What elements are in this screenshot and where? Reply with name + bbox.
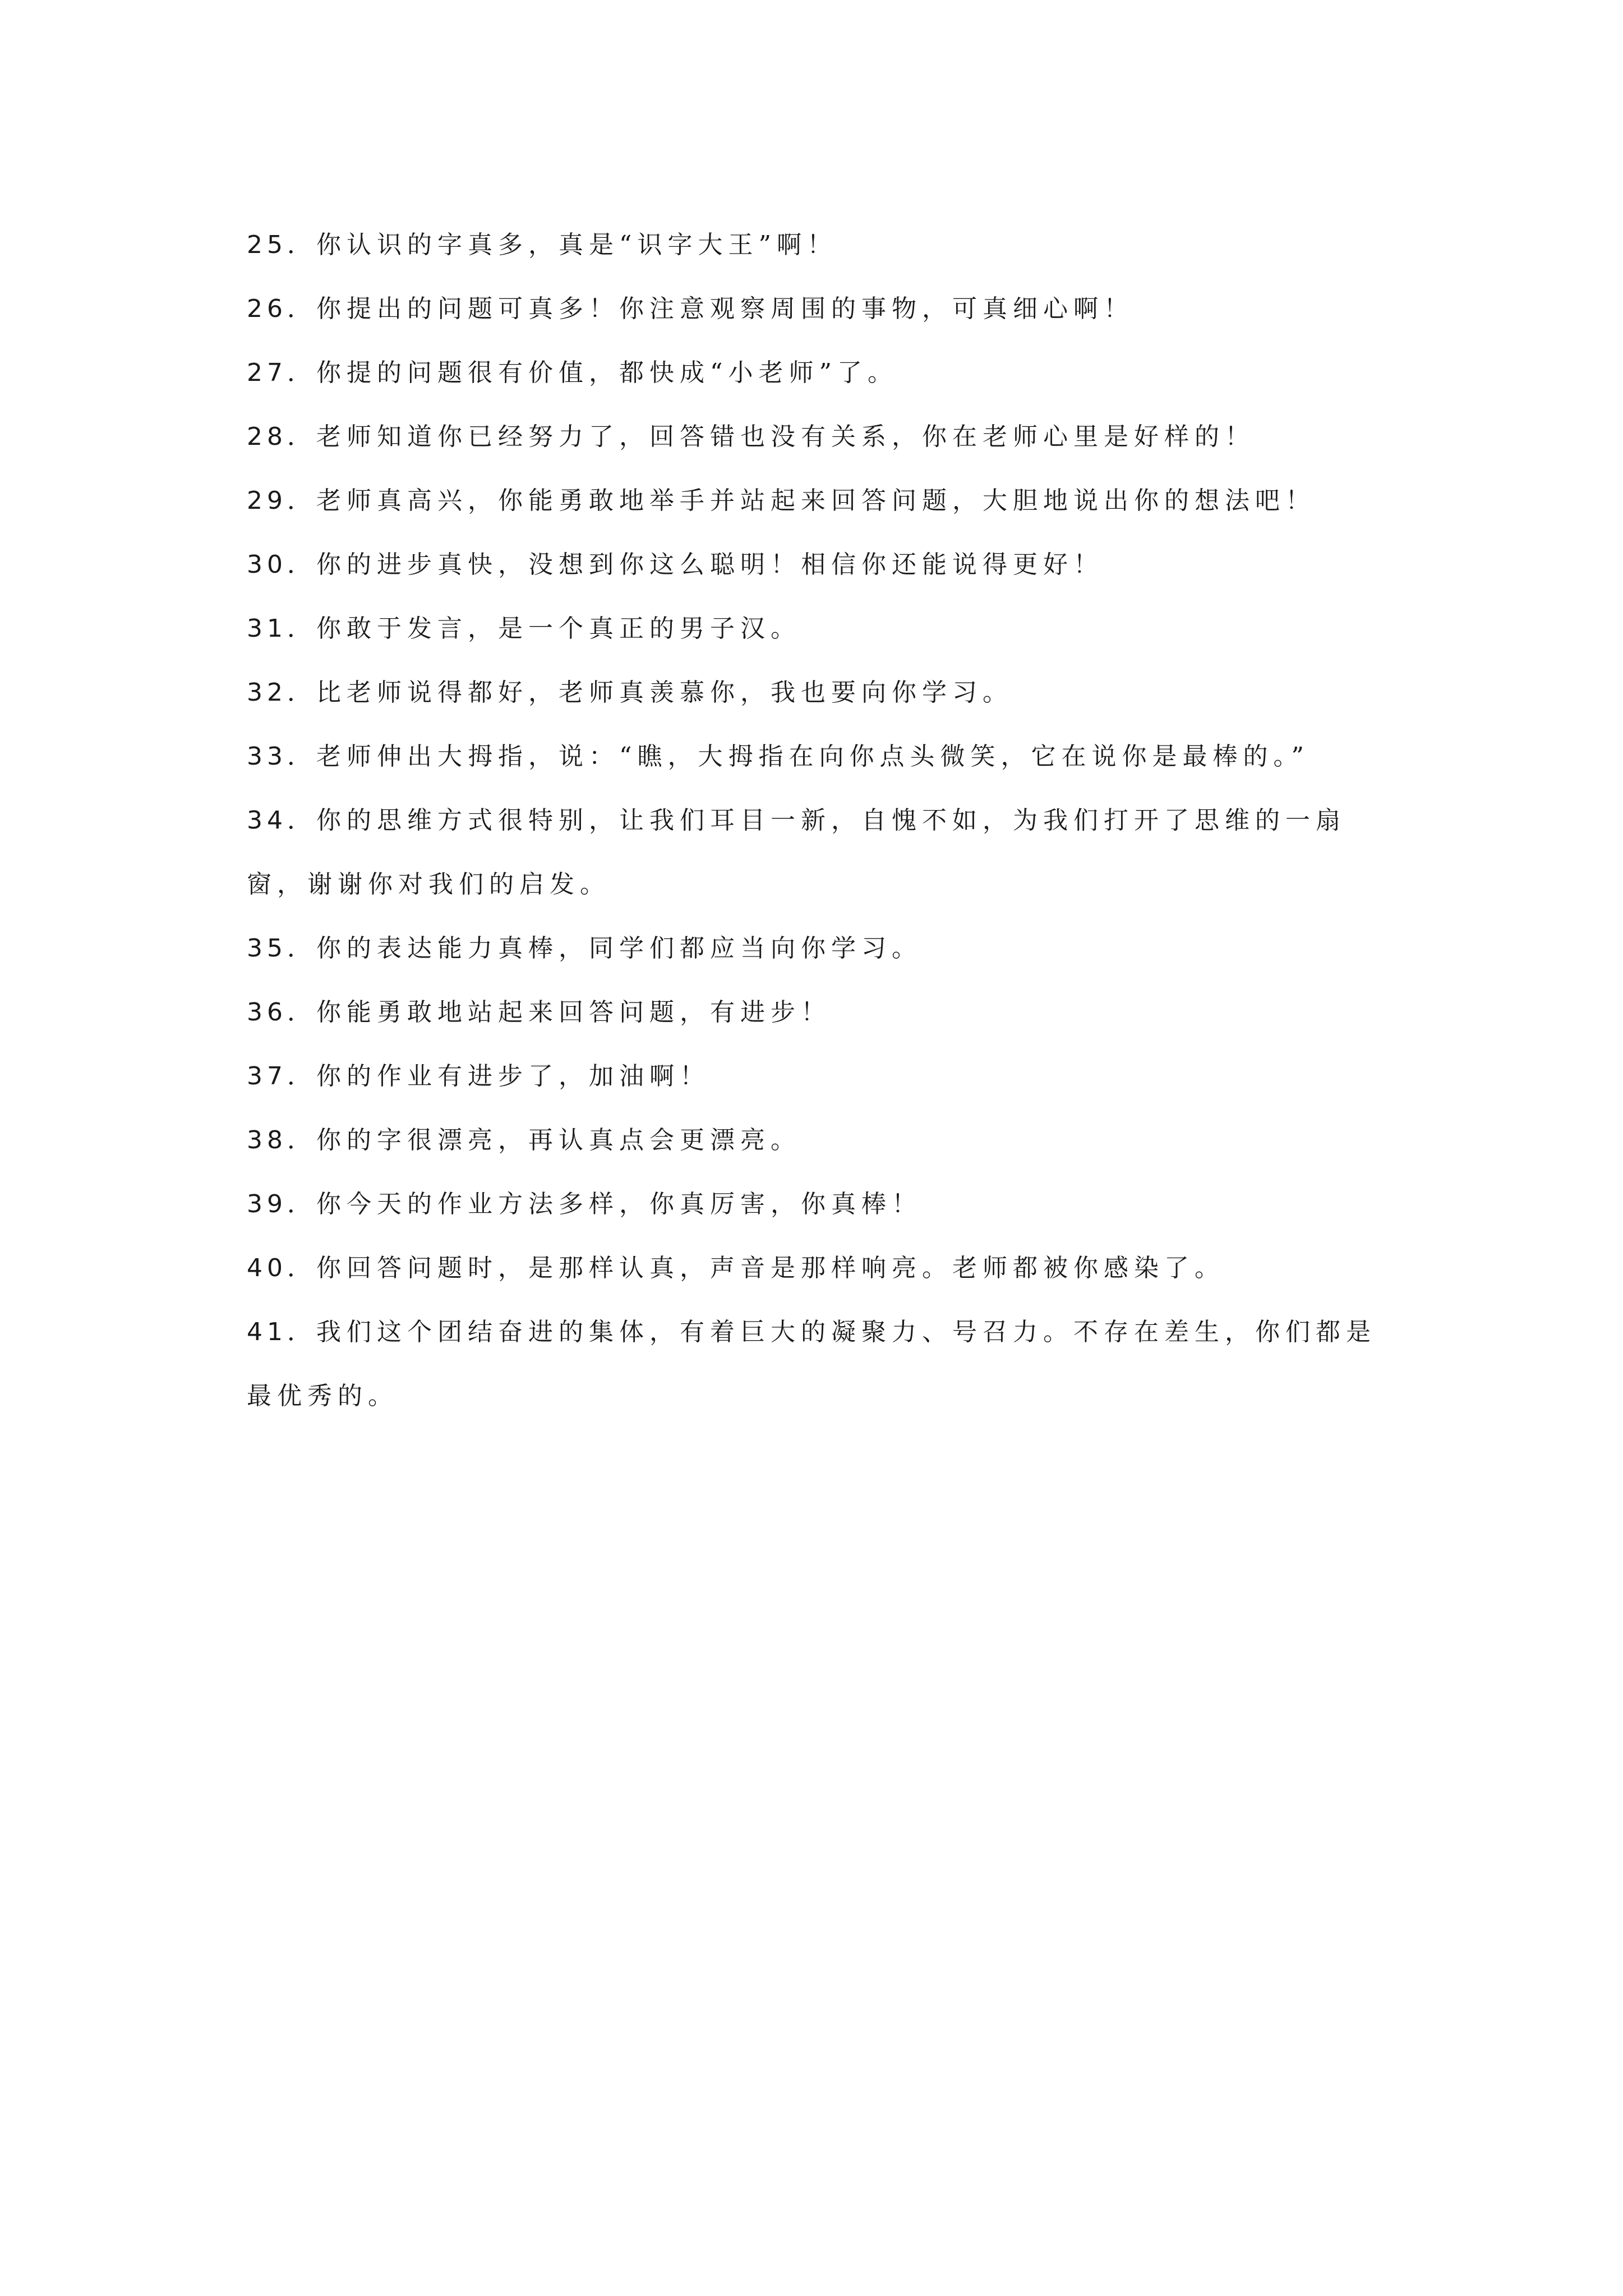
list-item (247, 1045, 1402, 1108)
item-text: 你提出的问题可真多！你注意观察周围的事物，可真细心啊！ (316, 295, 1134, 323)
item-number: 41． (247, 1318, 316, 1346)
item-number: 34． (247, 806, 316, 835)
item-number: 38． (247, 1126, 316, 1154)
item-text: 老师真高兴，你能勇敢地举手并站起来回答问题，大胆地说出你的想法吧！ (316, 486, 1316, 515)
item-number: 30． (247, 550, 316, 579)
list-item (247, 661, 1402, 725)
item-number: 36． (247, 998, 316, 1027)
list-item (247, 469, 1402, 533)
item-text: 你的字很漂亮，再认真点会更漂亮。 (316, 1126, 801, 1154)
list-item (247, 1236, 1402, 1300)
item-number: 25． (247, 231, 316, 259)
item-number: 32． (247, 678, 316, 707)
item-text: 你的表达能力真棒，同学们都应当向你学习。 (316, 934, 922, 963)
list-item (247, 1172, 1402, 1236)
list-item (247, 533, 1402, 597)
item-text: 我们这个团结奋进的集体，有着巨大的凝聚力、号召力。不存在差生，你们都是最优秀的。 (247, 1318, 1376, 1410)
list-item (247, 1300, 1402, 1428)
item-number: 31． (247, 614, 316, 643)
item-number: 27． (247, 358, 316, 387)
item-text: 你认识的字真多，真是“识字大王”啊！ (316, 231, 837, 259)
item-number: 26． (247, 295, 316, 323)
item-number: 35． (247, 934, 316, 963)
item-number: 29． (247, 486, 316, 515)
item-number: 33． (247, 742, 316, 771)
item-text: 你的作业有进步了，加油啊！ (316, 1062, 710, 1091)
item-number: 28． (247, 422, 316, 451)
list-item (247, 213, 1402, 277)
list-item (247, 725, 1402, 789)
list-item (247, 1108, 1402, 1172)
list-item (247, 277, 1402, 341)
item-number: 37． (247, 1062, 316, 1091)
list-item (247, 597, 1402, 661)
item-text: 你今天的作业方法多样，你真厉害，你真棒！ (316, 1190, 922, 1218)
item-text: 你回答问题时，是那样认真，声音是那样响亮。老师都被你感染了。 (316, 1254, 1225, 1282)
item-number: 39． (247, 1190, 316, 1218)
list-item (247, 981, 1402, 1045)
list-item (247, 917, 1402, 981)
item-text: 老师伸出大拇指，说：“瞧，大拇指在向你点头微笑，它在说你是最棒的。” (316, 742, 1310, 771)
item-text: 你的思维方式很特别，让我们耳目一新，自愧不如，为我们打开了思维的一扇窗，谢谢你对我们的启发。 (247, 806, 1346, 899)
item-text: 你能勇敢地站起来回答问题，有进步！ (316, 998, 831, 1027)
item-text: 比老师说得都好，老师真羡慕你，我也要向你学习。 (316, 678, 1013, 707)
item-text: 你的进步真快，没想到你这么聪明！相信你还能说得更好！ (316, 550, 1104, 579)
list-item (247, 341, 1402, 405)
list-item (247, 405, 1402, 469)
item-text: 你提的问题很有价值，都快成“小老师”了。 (316, 358, 898, 387)
item-number: 40． (247, 1254, 316, 1282)
item-text: 你敢于发言，是一个真正的男子汉。 (316, 614, 801, 643)
item-text: 老师知道你已经努力了，回答错也没有关系，你在老师心里是好样的！ (316, 422, 1255, 451)
praise-list (247, 213, 1402, 1428)
list-item (247, 789, 1402, 917)
